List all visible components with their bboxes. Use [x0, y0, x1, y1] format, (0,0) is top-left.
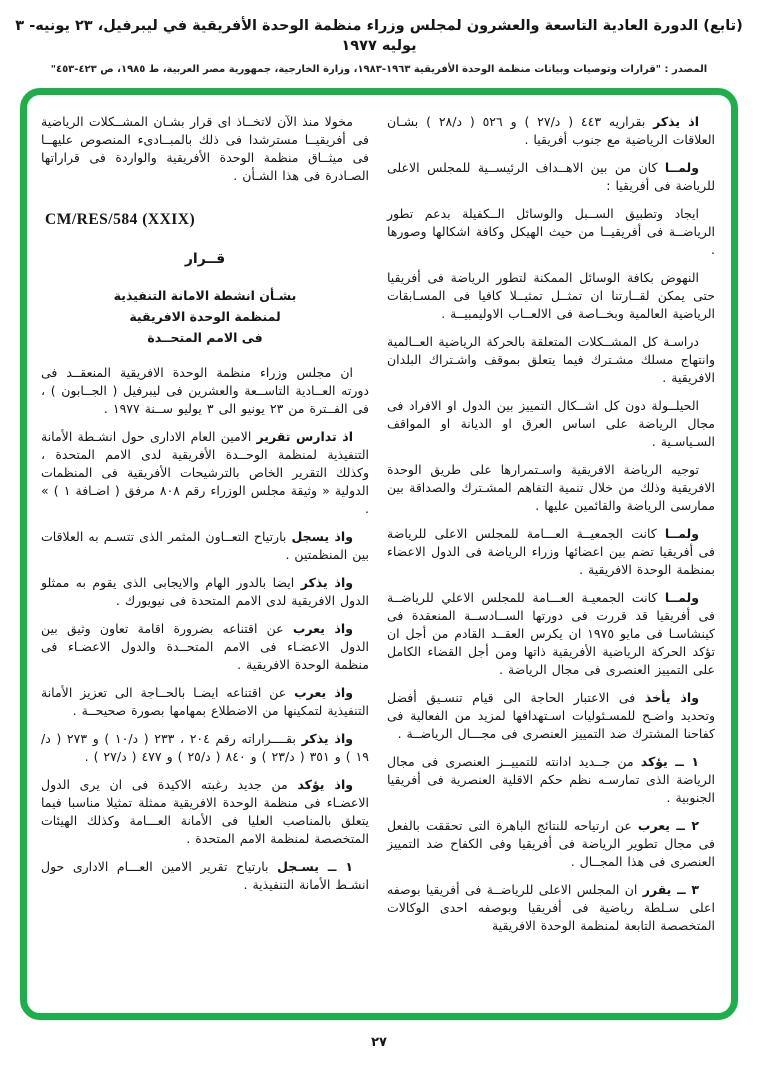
- paragraph-lead: ولمــا: [664, 590, 699, 605]
- source-line: المصدر : "قرارات وتوصيات وبيانات منظمة الوحدة الأفريقية ١٩٦٣-١٩٨٣، وزارة الخارجية، جمهورية مصر العربية، ط ١٩٨٥، ص ٤٢٣-٤٥٣": [50, 64, 708, 75]
- paragraph-lead: واذ يسجل: [291, 529, 353, 544]
- paragraph-text: من جديد رغبته الاكيدة فى ان يرى الدول الاعضـاء فى منظمة الوحدة الافريقية ممثلة تمثيلا مناسبا فيما يتعلق بالمناصب العليا فى الأمانة العـــامة وكذلك الهيئات المتخصصة لمنظمة الامم المتحدة .: [41, 777, 369, 846]
- paragraph: [387, 589, 715, 679]
- paragraph-text: توجيه الرياضة الافريقية واسـتمرارها على طريق الوحدة الافريقية وذلك من خلال تنمية التفاهم المشـترك والصداقة بين ممارسى الرياضة والقائمين عليها .: [387, 462, 715, 513]
- paragraph-text: الحيلــولة دون كل اشــكال التمييز بين الدول او الافراد فى مجال الرياضة على اساس العرق او الديانة او المواقف السـياسـية .: [387, 398, 715, 449]
- document-frame: [20, 88, 738, 1020]
- paragraph: [41, 858, 369, 894]
- paragraph: [387, 397, 715, 451]
- paragraph-lead: اذ تدارس تقرير: [256, 429, 353, 444]
- paragraph-text: عن اقتناعه بضرورة اقامة تعاون وثيق بين الدول الاعضـاء فى الامم المتحــدة والدول الاعضـاء فى منظمة الوحدة الافريقية .: [41, 621, 369, 672]
- paragraph: [41, 364, 369, 418]
- subject-heading-line: [41, 306, 369, 327]
- paragraph-lead: ١ ــ يؤكد: [640, 754, 699, 769]
- page-header: [0, 0, 758, 77]
- continuation-paragraph: مخولا منذ الآن لاتخــاذ اى قرار بشـان المشــكلات الرياضية فى أفريقيــا مسترشدا فى ذلك بالمبــادىء المنصوص عليهــا فى ميثــاق منظمة الوحدة الأفريقية والواردة فى قراراتها الصـادرة فى هذا الشـأن .: [41, 114, 369, 183]
- paragraph-text: ان مجلس وزراء منظمة الوحدة الافريقية المنعقــد فى دورته العــادية التاســعة والعشرين فى ليبرفيل ( الجــابون ) ، فى الفــترة من ٢٣ يونيو الى ٣ يوليو ســنة ١٩٧٧ .: [41, 365, 369, 416]
- paragraph-lead: واذ يعرب: [294, 685, 353, 700]
- paragraph: [41, 574, 369, 610]
- paragraph-text: الامين العام الادارى حول انشـطة الأمانة التنفيذية لمنظمة الوحــدة الأفريقية لدى الامم المتحدة ، وكذلك التقرير الخاص بالترشيحات الأفريقية فى المنظمات الدولية « وثيقة مجلس الوزراء رقم ٨٠٨ مرفق ( اضـافة ١ ) » .: [41, 429, 369, 516]
- paragraph: [387, 113, 715, 149]
- paragraph: [387, 333, 715, 387]
- paragraph-text: كانت الجمعيـة العـــامة للمجلس الاعلي للرياضــة فى أفريقيا قد قررت فى دورتها الســادســة المنعقدة فى كينشاسـا فى مايو ١٩٧٥ ان يكرس العقــد القادم من أجل ان تؤكد الحركة الرياضية الأفريقية ذاتها ومن أجل القضاء الكامل على التمييز العنصرى فى مجال الرياضة .: [387, 590, 715, 677]
- paragraph-lead: واذ يعرب: [292, 621, 353, 636]
- subject-heading-text: فى الامم المتحــدة: [147, 330, 263, 345]
- paragraph: [387, 689, 715, 743]
- paragraph: [387, 205, 715, 259]
- subject-heading-block: [41, 285, 369, 348]
- paragraph: [387, 269, 715, 323]
- column-right: [387, 113, 715, 1003]
- paragraph: [387, 753, 715, 807]
- paragraph-text: دراسـة كل المشــكلات المتعلقة بالحركة الرياضية العــالمية وانتهاج مسلك مشـترك فيما يتعلق بموقف واشـتراك البلدان الافريقية .: [387, 334, 715, 385]
- paragraph: [41, 528, 369, 564]
- subject-heading-text: لمنظمة الوحدة الافريقية: [129, 309, 281, 324]
- subject-heading-line: [41, 285, 369, 306]
- paragraph: [41, 776, 369, 848]
- paragraph-text: عن ارتياحه للنتائج الباهرة التى تحققت بالفعل فى مجال تطوير الرياضة فى أفريقيا وفى الكفاح ضد التمييز العنصرى فى هذا المجــال .: [387, 818, 715, 869]
- paragraph-text: بارتياح التعــاون المثمر الذى تتسـم به العلاقات بين المنظمتين .: [41, 529, 369, 562]
- decision-title: قــرار: [184, 251, 226, 267]
- paragraph-text: ايجاد وتطبيق الســبل والوسائل الــكفيلة بدعم تطور الرياضــة فى أفريقيــا من حيث الهيكل وكافة اشكالها وصورها .: [387, 206, 715, 257]
- paragraph-lead: واذ يأخذ: [644, 690, 699, 705]
- paragraph: [387, 817, 715, 871]
- subject-heading-line: [41, 327, 369, 348]
- paragraph: [387, 525, 715, 579]
- paragraph: [41, 684, 369, 720]
- paragraph-text: بقــــراراته رقم ٢٠٤ ، ٢٣٣ ( د/١٠ ) و ٢٧٣ ( د/١٩ ) و ٣٥١ ( د/٢٣ ) و ٨٤٠ ( د/٢٥ ) و ٤٧٧ ( د/٢٧ ) .: [41, 731, 369, 764]
- column-left: [41, 113, 369, 1003]
- paragraph-text: كانت الجمعيــة العـــامة للمجلس الاعلى للرياضة فى أفريقيا تضم بين اعضائها وزراء الرياضة فى الدول الاعضاء بمنظمة الوحدة الافريقية .: [387, 526, 715, 577]
- paragraph: [387, 881, 715, 935]
- paragraph-text: النهوض بكافة الوسائل الممكنة لتطور الرياضة فى أفريقيا حتى يمكن لقــارتنا ان تمثــل تمثيــلا كافيا فى المسـابقات الرياضية العالمية وبخــاصة فى الالعــاب الاوليمبيــة .: [387, 270, 715, 321]
- paragraph-text: كان من بين الاهــداف الرئيســية للمجلس الاعلى للرياضة فى أفريقيا :: [387, 160, 715, 193]
- session-title: (تابع) الدورة العادية التاسعة والعشرون لمجلس وزراء منظمة الوحدة الأفريقية في ليبرفيل، ٢٣ يونيه- ٣ يوليه ١٩٧٧: [15, 18, 743, 54]
- paragraph-text: ايضا بالدور الهام والايجابى الذى يقوم به ممثلو الدول الافريقية لدى الامم المتحدة فى نيويورك .: [41, 575, 369, 608]
- paragraph-text: بارتياح تقرير الامين العـــام الادارى حول انشـط الأمانة التنفيذية .: [41, 859, 369, 892]
- page-number: ٢٧: [371, 1035, 387, 1050]
- paragraph-text: عن اقتناعه ايضـا بالحــاجة الى تعزيز الأمانة التنفيذية لتمكينها من الاضطلاع بمهامها بصورة صحيحــة .: [41, 685, 369, 718]
- paragraph: [41, 620, 369, 674]
- paragraph-text: ان المجلس الاعلى للرياضــة فى أفريقيا بوصفه اعلى سـلطة رياضية فى أفريقيا وبوصفه احدى الوكالات المتخصصة التابعة لمنظمة الوحدة الافريقية: [387, 882, 715, 933]
- paragraph: [41, 428, 369, 518]
- subject-heading-text: بشـأن انشطة الامانة التنفيذية: [113, 288, 297, 303]
- paragraph-lead: ولمــا: [664, 160, 699, 175]
- paragraph-lead: واذ يذكر: [300, 575, 354, 590]
- two-column-layout: [41, 113, 715, 1003]
- paragraph: [387, 461, 715, 515]
- right-column-paragraphs: [387, 113, 715, 935]
- page-footer: [0, 1035, 758, 1050]
- paragraph-text: فى الاعتبار الحاجة الى قيام تنسـيق أفضل وتحديد واضـح للمسـئوليات اسـتهدافها لمزيد من الفعالية فى كفاحنا المشترك ضد التمييز العنصرى فى مجـــال الرياضــة .: [387, 690, 715, 741]
- paragraph-lead: ١ ــ يسـجل: [277, 859, 353, 874]
- resolution-reference-code: CM/RES/584 (XXIX): [45, 211, 196, 228]
- paragraph: [41, 730, 369, 766]
- paragraph-lead: ٢ ــ يعرب: [637, 818, 700, 833]
- paragraph-lead: واذ يؤكد: [297, 777, 354, 792]
- paragraph-lead: اذ يذكر: [653, 114, 700, 129]
- paragraph-lead: ولمــا: [664, 526, 699, 541]
- paragraph: [387, 159, 715, 195]
- paragraph-text: بقراريه ٤٤٣ ( د/٢٧ ) و ٥٢٦ ( د/٢٨ ) بشـان العلاقات الرياضية مع جنوب أفريقيا .: [387, 114, 715, 147]
- paragraph-text: من جــديد ادانته للتمييــز العنصرى فى مجال الرياضة الذى تمارسـه نظم حكم الاقلية العنصرية فى أفريقيا الجنوبية .: [387, 754, 715, 805]
- paragraph-lead: واذ يذكر: [301, 731, 354, 746]
- left-column-paragraphs: [41, 364, 369, 894]
- paragraph-lead: ٣ ــ يقرر: [642, 882, 699, 897]
